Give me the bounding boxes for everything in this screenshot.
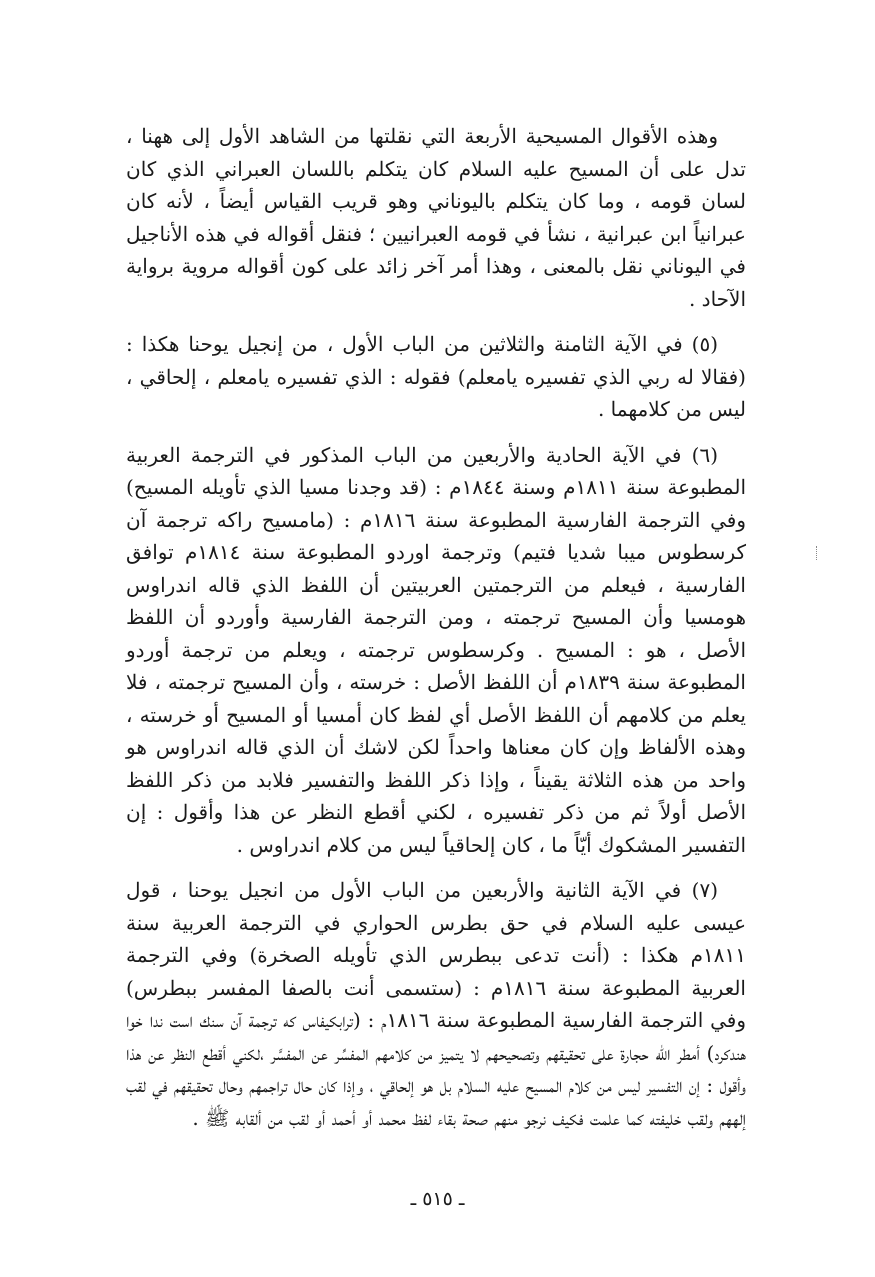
paragraph-6: (٦) في الآية الحادية والأربعين من الباب المذكور في الترجمة العربية المطبوعة سنة ١٨١١م وسنة ١٨٤٤م : (قد وجدنا مسيا الذي تأويله المسيح) وفي الترجمة الفارسية المطبوعة سنة ١٨١٦م : (مامسيح راكه ترجمة آن كرسطوس ميبا شديا فتيم) وترجمة اوردو المطبوعة سنة ١٨١٤م توافق الفارسية ، فيعلم من الترجمتين العربيتين أن اللفظ الذي قاله اندراوس هومسيا وأن المسيح ترجمته ، ومن الترجمة الفارسية وأوردو أن اللفظ الأصل ، هو : المسيح . وكرسطوس ترجمته ، ويعلم من ترجمة أوردو المطبوعة سنة ١٨٣٩م أن اللفظ الأصل : خرسته ، وأن المسيح ترجمته ، فلا يعلم من كلامهم أن اللفظ الأصل أي لفظ كان أمسيا أو المسيح أو خرسته ، وهذه الألفاظ وإن كان معناها واحداً لكن لاشك أن الذي قاله اندراوس هو واحد من هذه الثلاثة يقيناً ، وإذا ذكر اللفظ والتفسير فلابد من ذكر اللفظ الأصل أولاً ثم من ذكر تفسيره ، لكني أقطع النظر عن هذا وأقول : إن التفسير المشكوك أيّاً ما ، كان إلحاقياً ليس من كلام اندراوس . — [126, 442, 747, 857]
paragraph-5: (٥) في الآية الثامنة والثلاثين من الباب الأول ، من إنجيل يوحنا هكذا : (فقالا له ربي الذي تفسيره يامعلم) فقوله : الذي تفسيره يامعلم ، إلحاقي ، ليس من كلامهما . — [126, 332, 746, 421]
page-number: ـ ٥١٥ ـ — [410, 1188, 465, 1210]
body-text — [126, 120, 746, 1147]
paragraph-intro: وهذه الأقوال المسيحية الأربعة التي نقلتها من الشاهد الأول إلى ههنا ، تدل على أن المسيح عليه السلام كان يتكلم باللسان العبراني الذي كان لسان قومه ، وما كان يتكلم باليوناني وهو قريب القياس أيضاً ، لأنه كان عبرانياً ابن عبرانية ، نشأ في قومه العبرانيين ؛ فنقل أقواله في هذه الأناجيل في اليوناني نقل بالمعنى ، وهذا أمر آخر زائد على كون أقواله مروية برواية الآحاد . — [126, 124, 747, 311]
margin-mark — [816, 546, 821, 560]
paragraph-7: (٧) في الآية الثانية والأربعين من الباب الأول من انجيل يوحنا ، قول عيسى عليه السلام في حق بطرس الحواري في الترجمة العربية سنة ١٨١١م هكذا : (أنت تدعى ببطرس الذي تأويله الصخرة) وفي الترجمة العربية المطبوعة سنة ١٨١٦م : (ستسمى أنت بالصفا المفسر ببطرس) وفي الترجمة الفارسية المطبوعة سنة ١٨١٦م : (ترابكيفاس كه ترجمة آن سنك است ندا خوا هندكرد) أمطر الله حجارة على تحقيقهم وتصحيحهم لا يتميز من كلامهم المفسِّر عن المفسَّر ،لكني أقطع النظر عن هذا وأقول : إن التفسير ليس من كلام المسيح عليه السلام بل هو إلحاقي ، وإذا كان حال تراجمهم وحال تحقيقهم في لقب إلههم ولقب خليفته كما علمت فكيف نرجو منهم صحة بقاء لفظ محمد أو أحمد أو لقب من ألقابه ﷺ . — [126, 878, 746, 1130]
